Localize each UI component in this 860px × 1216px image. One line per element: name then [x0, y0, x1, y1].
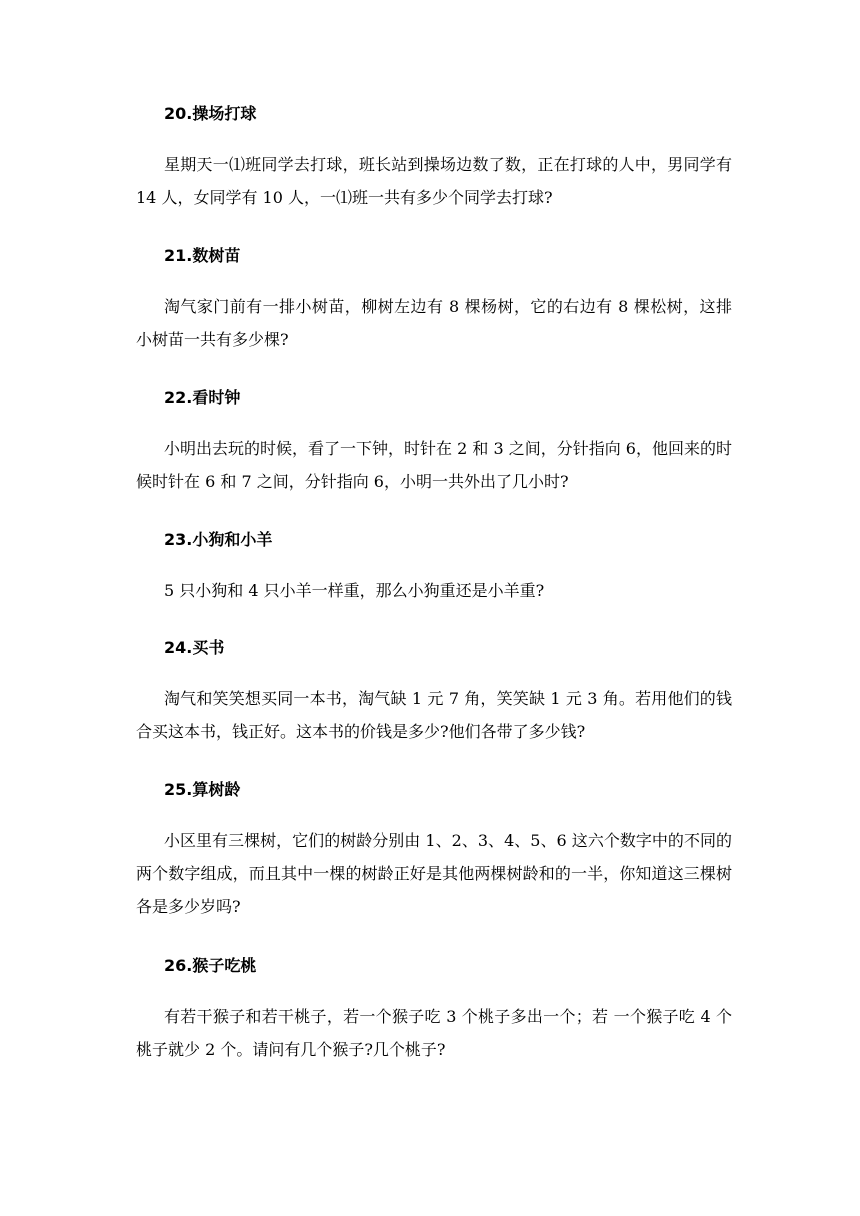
problem-text: 小明出去玩的时候，看了一下钟，时针在 2 和 3 之间，分针指向 6，他回来的时候时针在 6 和 7 之间，分针指向 6，小明一共外出了几小时? — [136, 439, 732, 491]
problem-text: 淘气和笑笑想买同一本书，淘气缺 1 元 7 角，笑笑缺 1 元 3 角。若用他们的钱合买这本书，钱正好。这本书的价钱是多少?他们各带了多少钱? — [136, 689, 732, 741]
problem-heading: 23.小狗和小羊 — [164, 530, 273, 549]
problem-heading: 20.操场打球 — [164, 104, 257, 123]
problem-text: 淘气家门前有一排小树苗，柳树左边有 8 棵杨树，它的右边有 8 棵松树，这排小树苗一共有多少棵? — [136, 297, 732, 349]
problem-text: 有若干猴子和若干桃子，若一个猴子吃 3 个桃子多出一个；若 一个猴子吃 4 个桃子就少 2 个。请问有几个猴子?几个桃子? — [136, 1007, 732, 1059]
problem-heading: 22.看时钟 — [164, 388, 241, 407]
problem-heading: 21.数树苗 — [164, 246, 241, 265]
problem-text: 星期天一⑴班同学去打球，班长站到操场边数了数，正在打球的人中，男同学有 14 人，女同学有 10 人，一⑴班一共有多少个同学去打球? — [136, 155, 732, 207]
problem-heading: 24.买书 — [164, 638, 225, 657]
problem-text: 小区里有三棵树，它们的树龄分别由 1、2、3、4、5、6 这六个数字中的不同的两个数字组成，而且其中一棵的树龄正好是其他两棵树龄和的一半，你知道这三棵树各是多少岁吗? — [136, 831, 732, 916]
problem-heading: 26.猴子吃桃 — [164, 956, 257, 975]
problem-text: 5 只小狗和 4 只小羊一样重，那么小狗重还是小羊重? — [164, 581, 545, 600]
problem-heading: 25.算树龄 — [164, 780, 241, 799]
